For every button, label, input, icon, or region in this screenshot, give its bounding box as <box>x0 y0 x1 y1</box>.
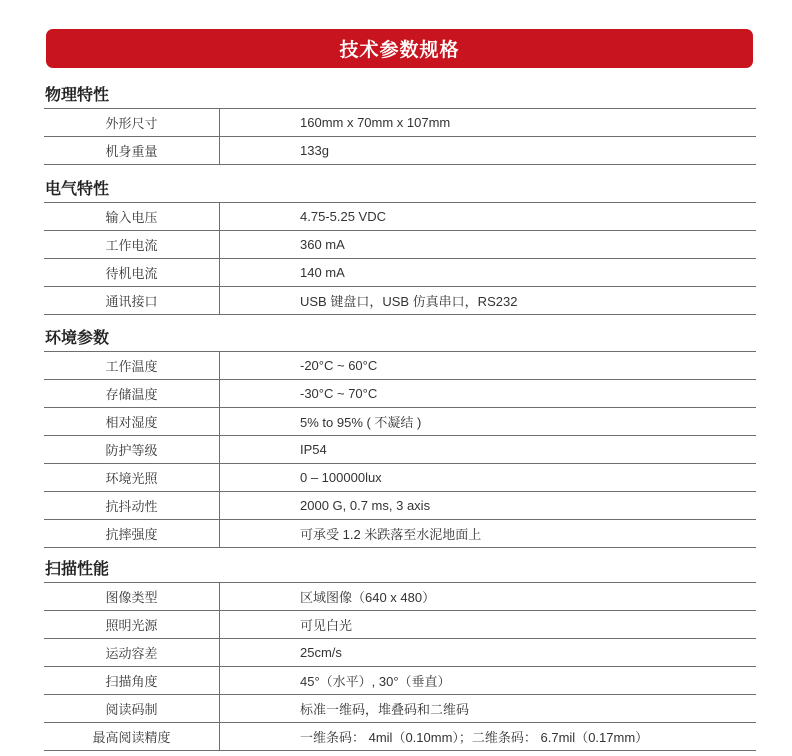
spec-label: 运动容差 <box>44 639 220 666</box>
spec-row <box>44 259 756 287</box>
section-scanning <box>44 555 756 751</box>
spec-value: -30°C ~ 70°C <box>300 386 378 401</box>
spec-value: 45°（水平）, 30°（垂直） <box>300 674 451 689</box>
spec-row <box>44 408 756 436</box>
spec-label: 相对湿度 <box>44 408 220 435</box>
section-electrical <box>44 175 756 315</box>
spec-value: 140 mA <box>300 265 345 280</box>
spec-row <box>44 464 756 492</box>
spec-value: 360 mA <box>300 237 345 252</box>
spec-value: 0 – 100000lux <box>300 470 382 485</box>
spec-value: 133g <box>300 143 329 158</box>
spec-label: 待机电流 <box>44 259 220 286</box>
spec-label: 照明光源 <box>44 611 220 638</box>
spec-value: 可见白光 <box>300 618 353 633</box>
spec-value: 160mm x 70mm x 107mm <box>300 115 451 130</box>
spec-row <box>44 287 756 315</box>
section-title: 扫描性能 <box>44 555 756 583</box>
spec-label: 外形尺寸 <box>44 109 220 136</box>
spec-label: 存储温度 <box>44 380 220 407</box>
banner-title: 技术参数规格 <box>339 39 460 61</box>
spec-value: 可承受 1.2 米跌落至水泥地面上 <box>300 527 482 542</box>
spec-label: 输入电压 <box>44 203 220 230</box>
spec-row <box>44 723 756 751</box>
spec-value: 一维条码： 4mil（0.10mm）；二维条码： 6.7mil（0.17mm） <box>300 730 649 745</box>
spec-value: 区域图像（640 x 480） <box>300 590 436 605</box>
spec-row <box>44 492 756 520</box>
spec-value: 25cm/s <box>300 645 342 660</box>
spec-row <box>44 109 756 137</box>
spec-label: 抗摔强度 <box>44 520 220 547</box>
spec-label: 防护等级 <box>44 436 220 463</box>
spec-row <box>44 583 756 611</box>
spec-row <box>44 137 756 165</box>
spec-row <box>44 639 756 667</box>
spec-value: 标准一维码，堆叠码和二维码 <box>300 702 470 717</box>
spec-label: 抗抖动性 <box>44 492 220 519</box>
section-title: 电气特性 <box>44 175 756 203</box>
spec-label: 工作温度 <box>44 352 220 379</box>
spec-label: 最高阅读精度 <box>44 723 220 750</box>
spec-row <box>44 380 756 408</box>
spec-label: 图像类型 <box>44 583 220 610</box>
spec-banner <box>46 29 753 68</box>
section-environment <box>44 324 756 548</box>
spec-value: 5% to 95% ( 不凝结 ) <box>300 415 422 430</box>
spec-row <box>44 611 756 639</box>
spec-label: 机身重量 <box>44 137 220 164</box>
section-physical <box>44 81 756 165</box>
spec-row <box>44 695 756 723</box>
section-title: 环境参数 <box>44 324 756 352</box>
section-title: 物理特性 <box>44 81 756 109</box>
spec-row <box>44 436 756 464</box>
spec-row <box>44 667 756 695</box>
spec-label: 工作电流 <box>44 231 220 258</box>
spec-value: IP54 <box>300 442 327 457</box>
spec-value: 2000 G, 0.7 ms, 3 axis <box>300 498 431 513</box>
spec-label: 阅读码制 <box>44 695 220 722</box>
spec-row <box>44 203 756 231</box>
spec-row <box>44 352 756 380</box>
spec-label: 通讯接口 <box>44 287 220 314</box>
spec-row <box>44 520 756 548</box>
spec-value: 4.75-5.25 VDC <box>300 209 386 224</box>
spec-value: USB 键盘口，USB 仿真串口，RS232 <box>300 294 518 309</box>
spec-row <box>44 231 756 259</box>
spec-label: 扫描角度 <box>44 667 220 694</box>
spec-value: -20°C ~ 60°C <box>300 358 378 373</box>
spec-label: 环境光照 <box>44 464 220 491</box>
